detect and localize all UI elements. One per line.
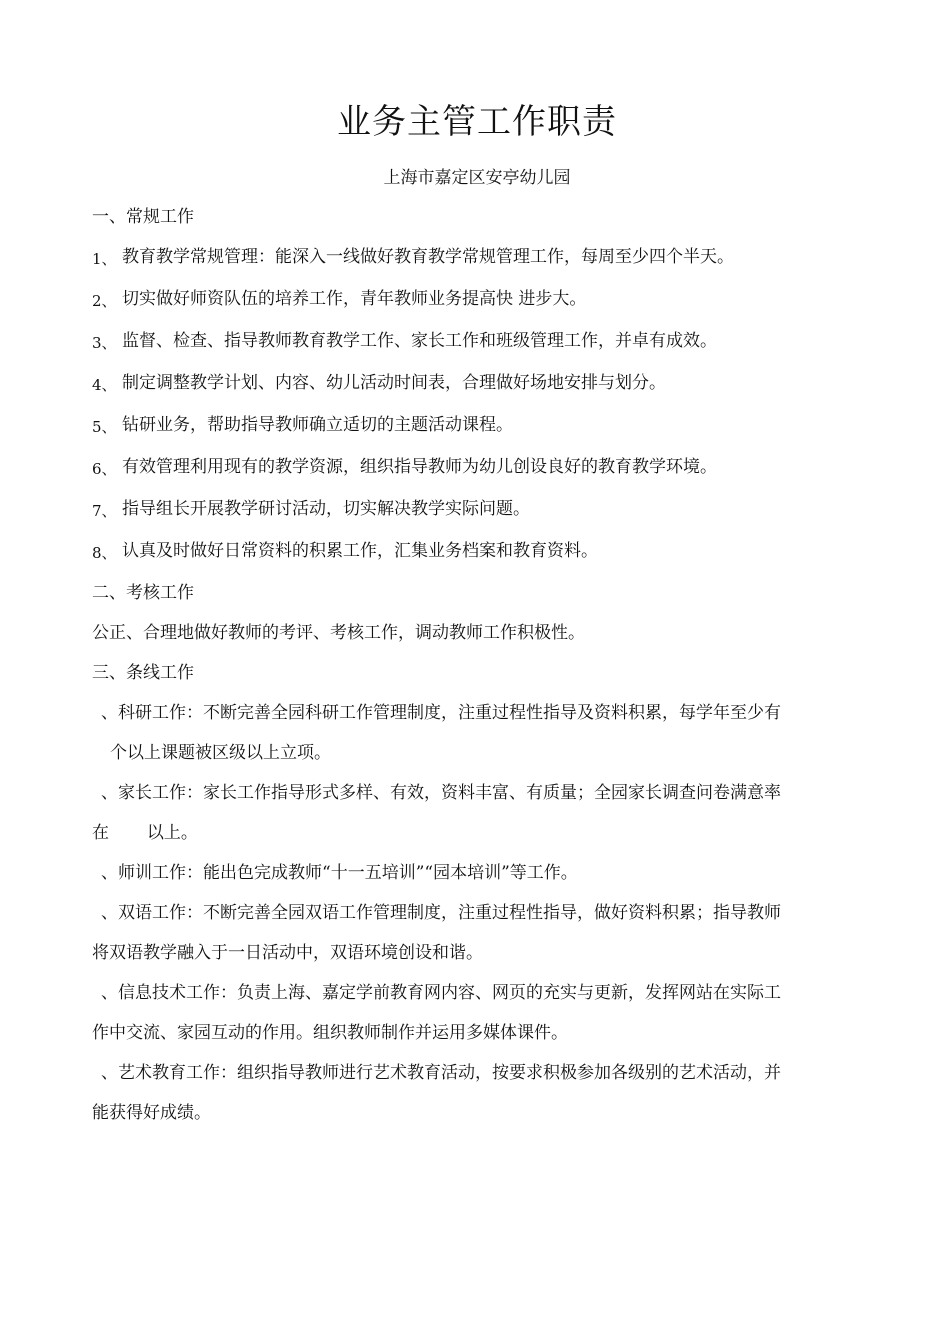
item-text: 切实做好师资队伍的培养工作，青年教师业务提高快 进步大。	[122, 289, 587, 309]
item-text: 、科研工作：不断完善全园科研工作管理制度，注重过程性指导及资料积累，每学年至少有	[101, 703, 781, 723]
line-item-parents	[92, 773, 862, 853]
item-number: 7、	[92, 502, 117, 520]
routine-item	[92, 237, 862, 279]
item-text-continued: 将双语教学融入于一日活动中，双语环境创设和谐。	[92, 943, 483, 963]
item-text: 、家长工作：家长工作指导形式多样、有效，资料丰富、有质量；全园家长调查问卷满意率	[101, 783, 781, 803]
routine-item	[92, 405, 862, 447]
item-text-continued: 个以上课题被区级以上立项。	[110, 743, 331, 763]
item-number: 6、	[92, 460, 117, 478]
item-text: 指导组长开展教学研讨活动，切实解决教学实际问题。	[122, 499, 530, 519]
item-number: 2、	[92, 292, 117, 310]
item-text-continued: 能获得好成绩。	[92, 1103, 211, 1123]
item-text: 教育教学常规管理：能深入一线做好教育教学常规管理工作，每周至少四个半天。	[122, 247, 734, 267]
routine-item	[92, 363, 862, 405]
section-heading-assessment: 二、考核工作	[92, 583, 194, 603]
item-text: 制定调整教学计划、内容、幼儿活动时间表，合理做好场地安排与划分。	[122, 373, 666, 393]
line-item-it	[92, 973, 862, 1053]
document-subtitle: 上海市嘉定区安亭幼儿园	[383, 168, 571, 188]
item-number: 5、	[92, 418, 117, 436]
section-heading-routine: 一、常规工作	[92, 207, 194, 227]
item-text: 、信息技术工作：负责上海、嘉定学前教育网内容、网页的充实与更新，发挥网站在实际工	[101, 983, 781, 1003]
assessment-text: 公正、合理地做好教师的考评、考核工作，调动教师工作积极性。	[92, 623, 585, 643]
item-text-continued: 作中交流、家园互动的作用。组织教师制作并运用多媒体课件。	[92, 1023, 568, 1043]
item-text: 认真及时做好日常资料的积累工作，汇集业务档案和教育资料。	[122, 541, 598, 561]
item-text-continued: 在 以上。	[92, 823, 198, 843]
document-title: 业务主管工作职责	[337, 102, 617, 142]
item-text: 、双语工作：不断完善全园双语工作管理制度，注重过程性指导，做好资料积累；指导教师	[101, 903, 781, 923]
routine-item	[92, 447, 862, 489]
item-text: 有效管理利用现有的教学资源，组织指导教师为幼儿创设良好的教育教学环境。	[122, 457, 717, 477]
line-item-art	[92, 1053, 862, 1133]
item-text: 监督、检查、指导教师教育教学工作、家长工作和班级管理工作，并卓有成效。	[122, 331, 717, 351]
item-text: 、师训工作：能出色完成教师“十一五培训”“园本培训”等工作。	[101, 863, 578, 883]
item-number: 1、	[92, 250, 117, 268]
item-number: 4、	[92, 376, 117, 394]
item-number: 8、	[92, 544, 117, 562]
item-text: 、艺术教育工作：组织指导教师进行艺术教育活动，按要求积极参加各级别的艺术活动，并	[101, 1063, 781, 1083]
routine-item	[92, 489, 862, 531]
item-text: 钻研业务，帮助指导教师确立适切的主题活动课程。	[122, 415, 513, 435]
section-heading-lines: 三、条线工作	[92, 663, 194, 683]
item-number: 3、	[92, 334, 117, 352]
routine-item	[92, 279, 862, 321]
routine-item	[92, 321, 862, 363]
line-item-bilingual	[92, 893, 862, 973]
line-item-research	[92, 693, 862, 773]
routine-item	[92, 531, 862, 573]
line-item-training	[92, 853, 862, 893]
